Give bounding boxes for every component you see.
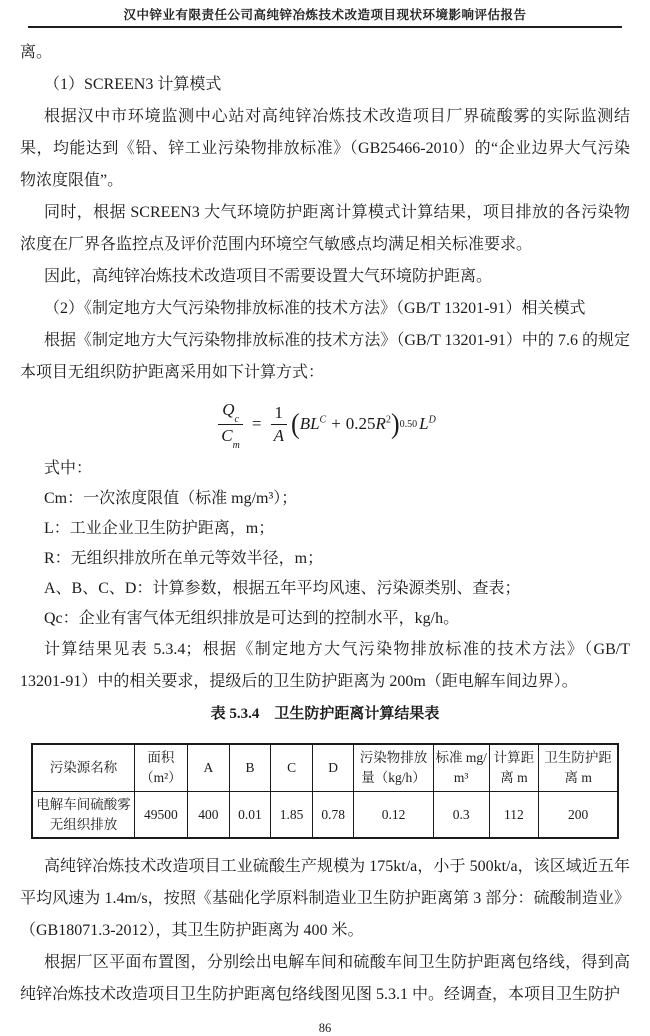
section-heading-screen3: （1）SCREEN3 计算模式 [44,76,222,93]
formula-outer-exponent: 0.50 [399,418,418,430]
formula-right-paren: ) [390,407,400,440]
header-pollution-source: 污染源名称 [32,744,135,792]
header-param-a: A [187,744,229,792]
header-standard: 标准 mg/m³ [433,744,489,792]
paragraph-calc-result-summary: 计算结果见表 5.3.4；根据《制定地方大气污染物排放标准的技术方法》（GB/T 13201-91）中的相关要求，提级后的卫生防护距离为 200m（距电解车间边界）。 [20,641,630,690]
definition-r: R：无组织排放所在单元等效半径，m； [44,550,324,567]
header-area: 面积（m²） [135,744,188,792]
cell-standard: 0.3 [433,792,489,839]
section-heading-gbt13201: （2）《制定地方大气污染物排放标准的技术方法》（GB/T 13201-91）相关模式 [44,300,586,317]
formula-plus: + [331,414,341,433]
document-body [0,28,650,1036]
cell-param-d: 0.78 [313,792,354,839]
header-protection-distance: 卫生防护距离 m [539,744,618,792]
paragraph-calc-method-intro: 根据《制定地方大气污染物排放标准的技术方法》（GB/T 13201-91）中的 7.6 的规定本项目无组织防护距离采用如下计算方式： [20,332,630,381]
header-emission-rate: 污染物排放量（kg/h） [354,744,434,792]
definition-qc: Qc：企业有害气体无组织排放是可达到的控制水平，kg/h。 [44,610,460,627]
formula-term-025R2: $0.25R^2$ [345,414,391,433]
cell-protection-distance: 200 [539,792,618,839]
formula-fraction-qc-cm [218,400,243,449]
formula-C-subscript: m [232,439,240,451]
header-param-b: B [229,744,270,792]
definition-l: L：工业企业卫生防护距离，m； [44,520,275,537]
formula-term-LD: $L^D$ [419,414,436,433]
formula-where-label: 式中： [44,460,93,477]
definition-cm: Cm：一次浓度限值（标准 mg/m³）； [44,490,298,507]
definition-abcd: A、B、C、D：计算参数，根据五年平均风速、污染源类别、查表； [44,580,521,597]
protection-distance-formula [20,398,630,450]
paragraph-conclusion-no-buffer: 因此，高纯锌冶炼技术改造项目不需要设置大气环境防护距离。 [44,268,493,285]
cell-param-b: 0.01 [229,792,270,839]
paragraph-screen3-results: 同时，根据 SCREEN3 大气环境防护距离计算模式计算结果，项目排放的各污染物浓度在厂界各监控点及评价范围内环境空气敏感点均满足相关标准要求。 [20,204,630,253]
cell-pollution-source: 电解车间硫酸雾无组织排放 [32,792,135,839]
paragraph-monitoring-results: 根据汉中市环境监测中心站对高纯锌冶炼技术改造项目厂界硫酸雾的实际监测结果，均能达到《铅、锌工业污染物排放标准》（GB25466-2010）的“企业边界大气污染物浓度限值”。 [20,108,630,189]
formula-left-paren: ( [291,407,300,440]
formula-equals: = [251,414,262,433]
formula-one: 1 [271,403,288,425]
page-number: 86 [318,1021,332,1036]
cell-calc-distance: 112 [489,792,539,839]
paragraph-sulfuric-acid-scale: 高纯锌冶炼技术改造项目工业硫酸生产规模为 175kt/a，小于 500kt/a，该区域近五年平均风速为 1.4m/s，按照《基础化学原料制造业卫生防护距离第 3 部分：硫酸制造业》（GB18071.3-2012），其卫生防护距离为 400 米。 [20,858,630,940]
formula-fraction-1-A [271,403,288,445]
header-calc-distance: 计算距离 m [489,744,539,792]
paragraph-continuation: 离。 [20,44,53,61]
paragraph-envelope-lines: 根据厂区平面布置图，分别绘出电解车间和硫酸车间卫生防护距离包络线，得到高纯锌冶炼技术改造项目卫生防护距离包络线图见图 5.3.1 中。经调查，本项目卫生防护 [20,954,630,1004]
report-header-title: 汉中锌业有限责任公司高纯锌冶炼技术改造项目现状环境影响评估报告 [28,0,622,28]
header-param-d: D [313,744,354,792]
formula-symbol-definitions [20,454,630,634]
table-caption: 表 5.3.4 卫生防护距离计算结果表 [210,706,440,722]
formula-Q: Q [222,399,235,419]
table-header-row [32,744,618,792]
table-row [32,792,618,839]
cell-param-a: 400 [187,792,229,839]
sanitary-protection-distance-table [31,743,619,839]
formula-C: C [221,425,233,445]
cell-emission-rate: 0.12 [354,792,434,839]
cell-area: 49500 [135,792,188,839]
formula-A: A [273,425,284,445]
cell-param-c: 1.85 [270,792,312,839]
formula-term-BLC: $BL^C$ [299,414,327,433]
formula-Q-subscript: c [234,414,239,425]
header-param-c: C [270,744,312,792]
